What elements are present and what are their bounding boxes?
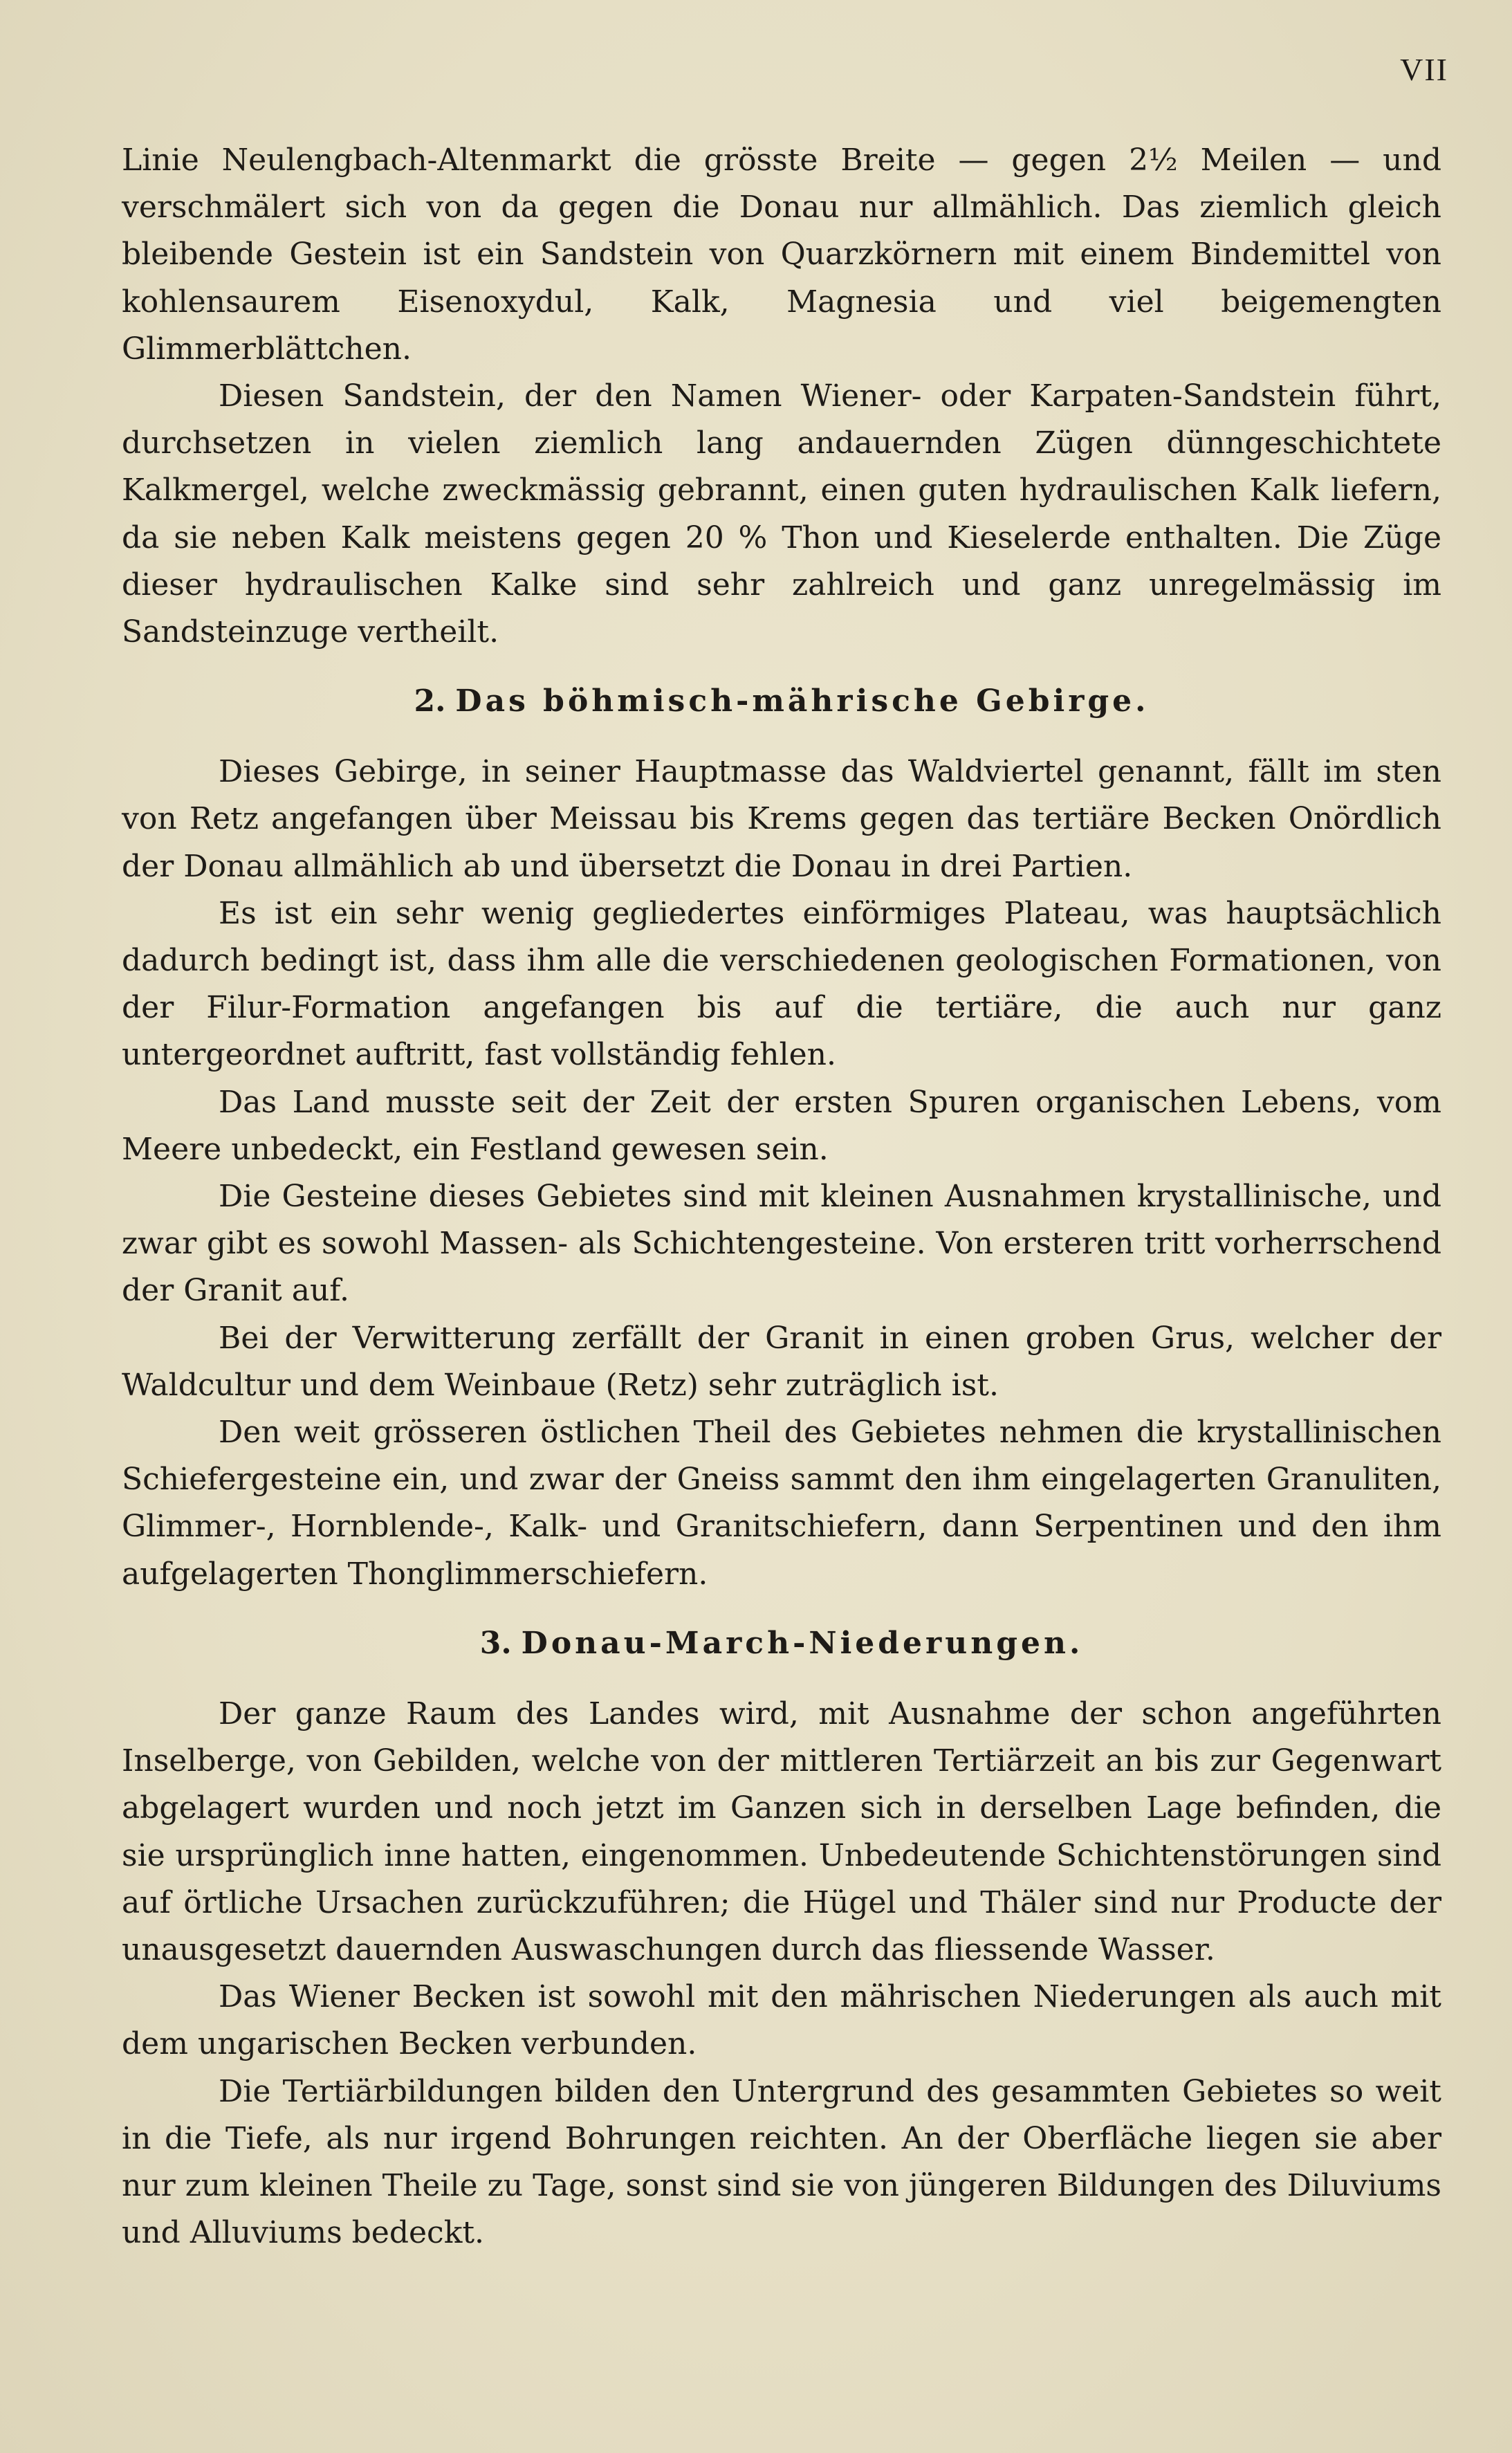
paragraph-raum: Der ganze Raum des Landes wird, mit Ausnahme der schon angeführten Inselberge, von Gebilden, welche von der mittleren Tertiärzeit an bis zur Gegenwart abgelagert wurden und noch jetzt im Ganzen sich in derselben Lage befinden, die sie ursprünglich inne hatten, eingenommen. Unbedeutende Schichtenstörungen sind auf örtliche Ursachen zurückzuführen; die Hügel und Thäler sind nur Producte der unausgesetzt dauernden Auswaschungen durch das fliessende Wasser. — [122, 1696, 1441, 1967]
page-body — [122, 137, 1441, 2257]
paragraph-verwitterung: Bei der Verwitterung zerfällt der Granit in einen groben Grus, welcher der Waldcultur und dem Weinbaue (Retz) sehr zuträglich ist. — [122, 1320, 1441, 1403]
section-number: 2. — [414, 683, 446, 719]
paragraph-gesteine: Die Gesteine dieses Gebietes sind mit kleinen Ausnahmen krystallinische, und zwar gibt es sowohl Massen- als Schichtengesteine. Von ersteren tritt vorherrschend der Granit auf. — [122, 1179, 1441, 1309]
paragraph-tertiaerbildungen: Die Tertiärbildungen bilden den Untergrund des gesammten Gebietes so weit in die Tiefe, als nur irgend Bohrungen reichten. An der Oberfläche liegen sie aber nur zum kleinen Theile zu Tage, sonst sind sie von jüngeren Bildungen des Diluviums und Alluviums bedeckt. — [122, 2073, 1441, 2251]
paragraph-sandstein: Diesen Sandstein, der den Namen Wiener- oder Karpaten-Sandstein führt, durchsetzen in vielen ziemlich lang andauernden Zügen dünngeschichtete Kalkmergel, welche zweckmässig gebrannt, einen guten hydraulischen Kalk liefern, da sie neben Kalk meistens gegen 20 % Thon und Kieselerde enthalten. Die Züge dieser hydraulischen Kalke sind sehr zahlreich und ganz unregelmässig im Sandsteinzuge vertheilt. — [122, 378, 1441, 650]
paragraph-schiefergesteine: Den weit grösseren östlichen Theil des Gebietes nehmen die krystallinischen Schiefergesteine ein, und zwar der Gneiss sammt den ihm eingelagerten Granuliten, Glimmer-, Hornblende-, Kalk- und Granitschiefern, dann Serpentinen und den ihm aufgelagerten Thonglimmerschiefern. — [122, 1415, 1441, 1592]
section-number: 3. — [479, 1625, 512, 1661]
paragraph-wiener-becken: Das Wiener Becken ist sowohl mit den mährischen Niederungen als auch mit dem ungarischen Becken verbunden. — [122, 1979, 1441, 2062]
paragraph-plateau: Es ist ein sehr wenig gegliedertes einförmiges Plateau, was hauptsächlich dadurch bedingt ist, dass ihm alle die verschiedenen geologischen Formationen, von der Filur-Formation angefangen bis auf die tertiäre, die auch nur ganz untergeordnet auftritt, fast vollständig fehlen. — [122, 895, 1441, 1073]
page-number: VII — [1400, 52, 1448, 87]
paragraph-festland: Das Land musste seit der Zeit der ersten Spuren organischen Lebens, vom Meere unbedeckt, ein Festland gewesen sein. — [122, 1084, 1441, 1167]
paragraph-gebirge: Dieses Gebirge, in seiner Hauptmasse das Waldviertel genannt, fällt im sten von Retz angefangen über Meissau bis Krems gegen das tertiäre Becken Onördlich der Donau allmählich ab und übersetzt die Donau in drei Partien. — [122, 754, 1441, 884]
section-heading-3 — [122, 1620, 1441, 1667]
section-title: Donau-March-Niederungen. — [521, 1625, 1084, 1661]
paragraph-continuation: Linie Neulengbach-Altenmarkt die grösste Breite — gegen 2½ Meilen — und verschmälert sich von da gegen die Donau nur allmählich. Das ziemlich gleich bleibende Gestein ist ein Sandstein von Quarzkörnern mit einem Bindemittel von kohlensaurem Eisenoxydul, Kalk, Magnesia und viel beigemengten Glimmerblättchen. — [122, 143, 1441, 367]
section-heading-2 — [122, 678, 1441, 725]
section-title: Das böhmisch-mährische Gebirge. — [455, 683, 1150, 719]
